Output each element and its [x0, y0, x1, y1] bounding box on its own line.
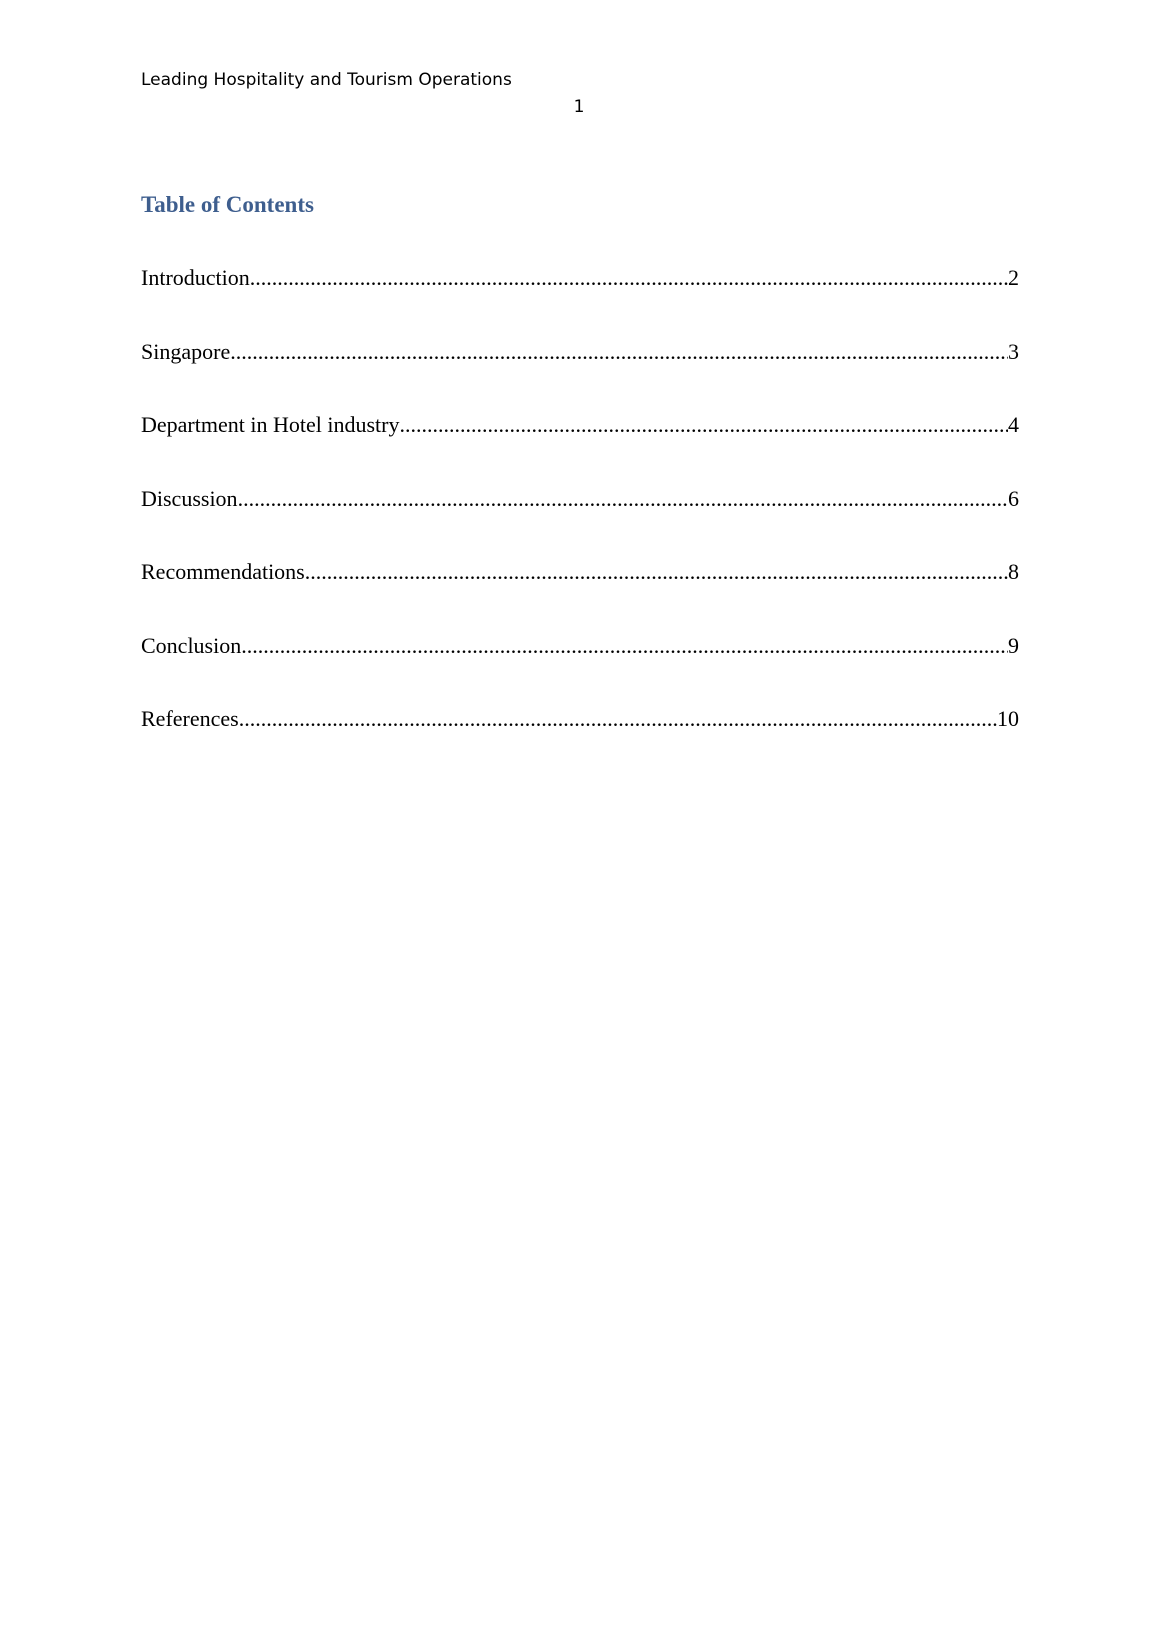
toc-entry-label: Recommendations	[141, 559, 305, 584]
toc-dot-leader	[230, 339, 1008, 365]
running-header: Leading Hospitality and Tourism Operations	[141, 70, 512, 90]
toc-entry-label: Department in Hotel industry	[141, 412, 400, 437]
page-number: 1	[573, 97, 585, 117]
toc-dot-leader	[241, 633, 1008, 659]
toc-dot-leader	[399, 412, 1008, 438]
toc-entry-label: Singapore	[141, 338, 231, 364]
toc-heading: Table of Contents	[141, 192, 314, 217]
toc-entry-singapore[interactable]	[141, 339, 1019, 413]
toc-dot-leader	[250, 265, 1008, 291]
toc-entry-label: References	[141, 706, 239, 731]
toc-entry-page: 3	[1008, 338, 1019, 364]
toc-entry-department-in-hotel-industry[interactable]	[141, 412, 1019, 486]
toc-entry-page: 9	[1008, 632, 1019, 658]
toc-entry-label: Introduction	[141, 265, 250, 290]
table-of-contents	[141, 265, 1019, 780]
toc-entry-page: 6	[1008, 485, 1019, 511]
toc-entry-page: 10	[997, 706, 1019, 731]
toc-dot-leader	[305, 559, 1008, 585]
toc-entry-references[interactable]	[141, 706, 1019, 780]
toc-entry-page: 4	[1008, 412, 1019, 437]
toc-entry-introduction[interactable]	[141, 265, 1019, 339]
toc-dot-leader	[238, 486, 1008, 512]
toc-entry-recommendations[interactable]	[141, 559, 1019, 633]
toc-dot-leader	[239, 706, 997, 732]
toc-entry-discussion[interactable]	[141, 486, 1019, 560]
toc-entry-label: Discussion	[141, 485, 238, 511]
toc-entry-label: Conclusion	[141, 632, 242, 658]
toc-entry-page: 8	[1008, 559, 1019, 584]
toc-entry-conclusion[interactable]	[141, 633, 1019, 707]
toc-entry-page: 2	[1008, 265, 1019, 290]
